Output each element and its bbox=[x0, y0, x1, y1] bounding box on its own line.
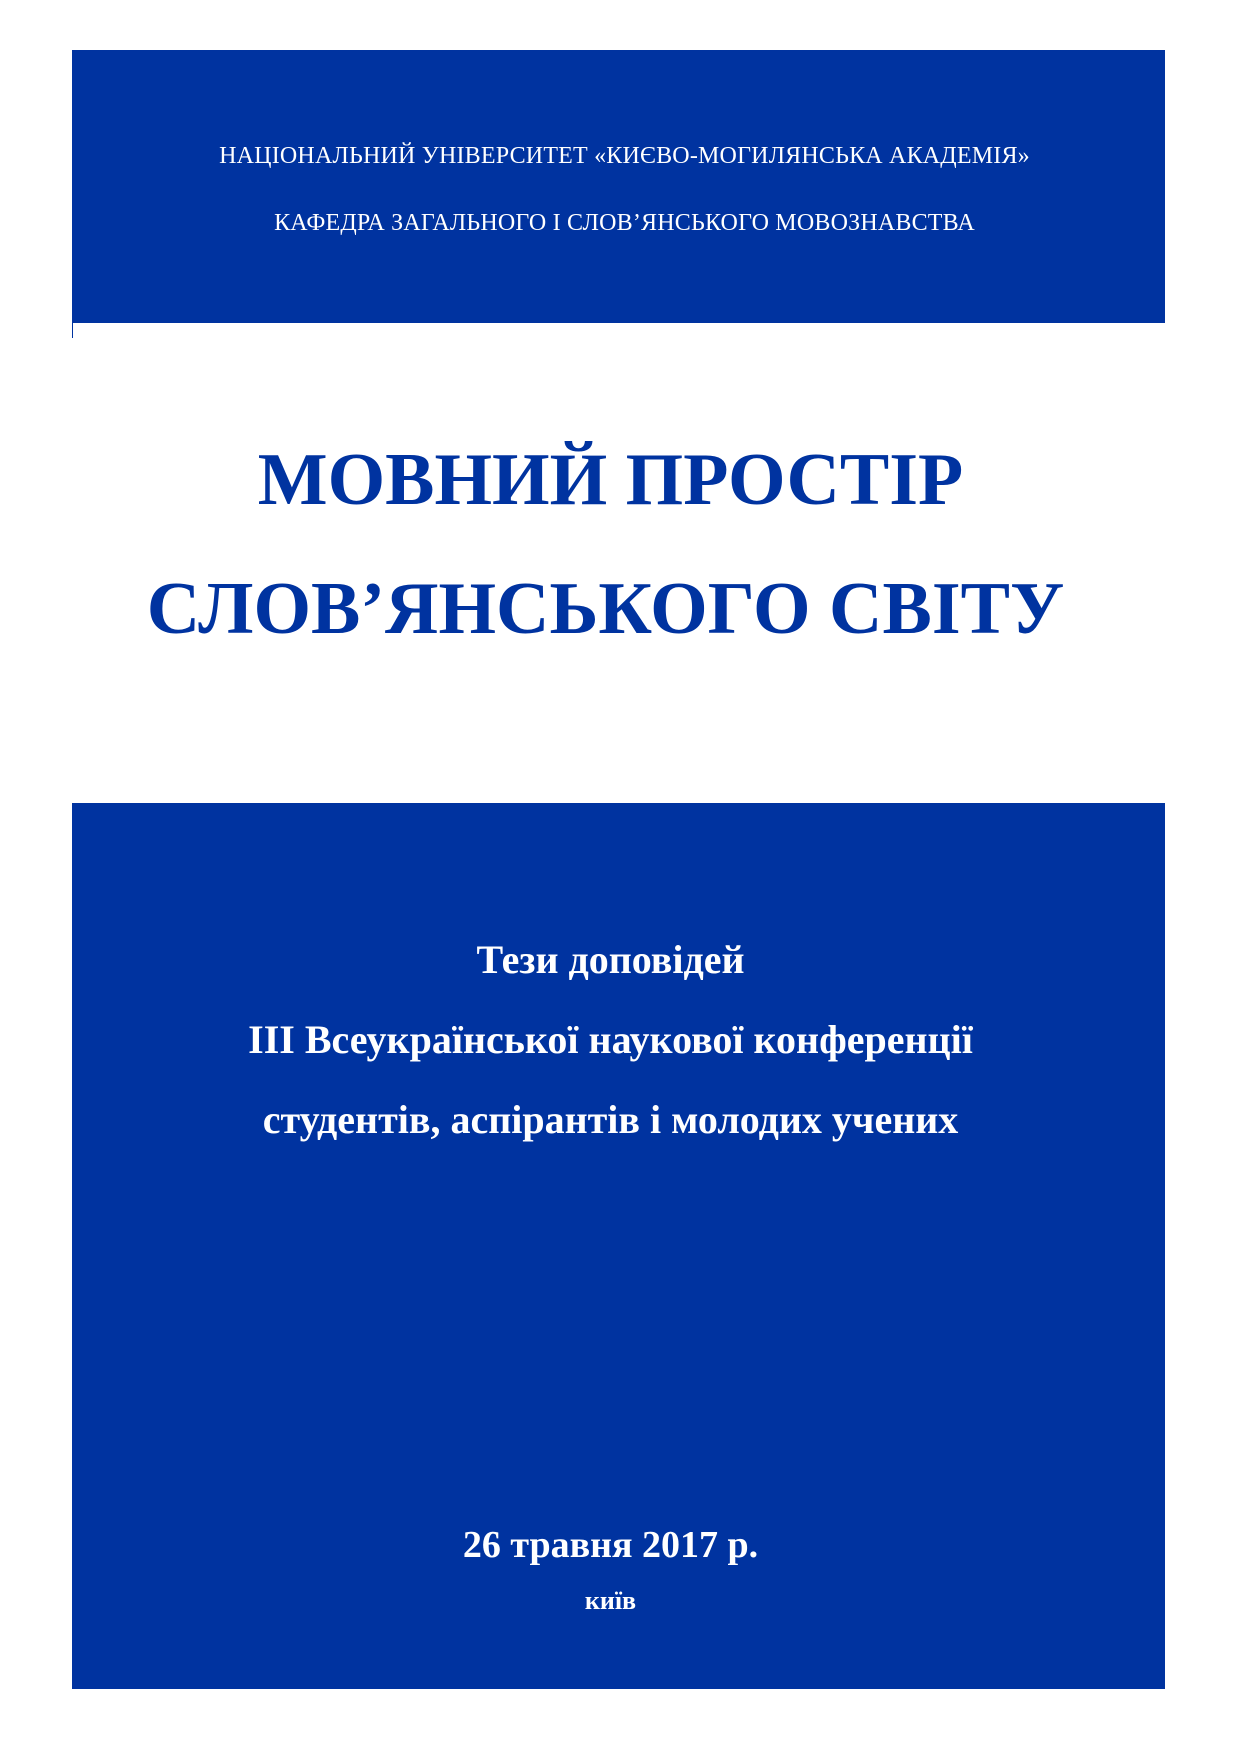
header-banner bbox=[72, 50, 1165, 323]
subtitle-line-1: Тези доповідей bbox=[476, 937, 745, 982]
university-name: НАЦІОНАЛЬНИЙ УНІВЕРСИТЕТ «КИЄВО-МОГИЛЯНСЬКА АКАДЕМІЯ» bbox=[219, 143, 1030, 169]
department-name: КАФЕДРА ЗАГАЛЬНОГО І СЛОВ’ЯНСЬКОГО МОВОЗНАВСТВА bbox=[274, 210, 975, 236]
subtitle-line-3: студентів, аспірантів і молодих учених bbox=[262, 1097, 959, 1142]
banner-edge-mark bbox=[72, 322, 73, 338]
conference-date: 26 травня 2017 р. bbox=[462, 1524, 759, 1566]
subtitle-line-2: ІІІ Всеукраїнської наукової конференції bbox=[248, 1017, 973, 1062]
main-title-line-2: СЛОВ’ЯНСЬКОГО СВІТУ bbox=[146, 568, 1065, 650]
conference-info-block bbox=[72, 803, 1165, 1689]
conference-city: київ bbox=[584, 1586, 637, 1615]
main-title-line-1: МОВНИЙ ПРОСТІР bbox=[257, 439, 964, 521]
